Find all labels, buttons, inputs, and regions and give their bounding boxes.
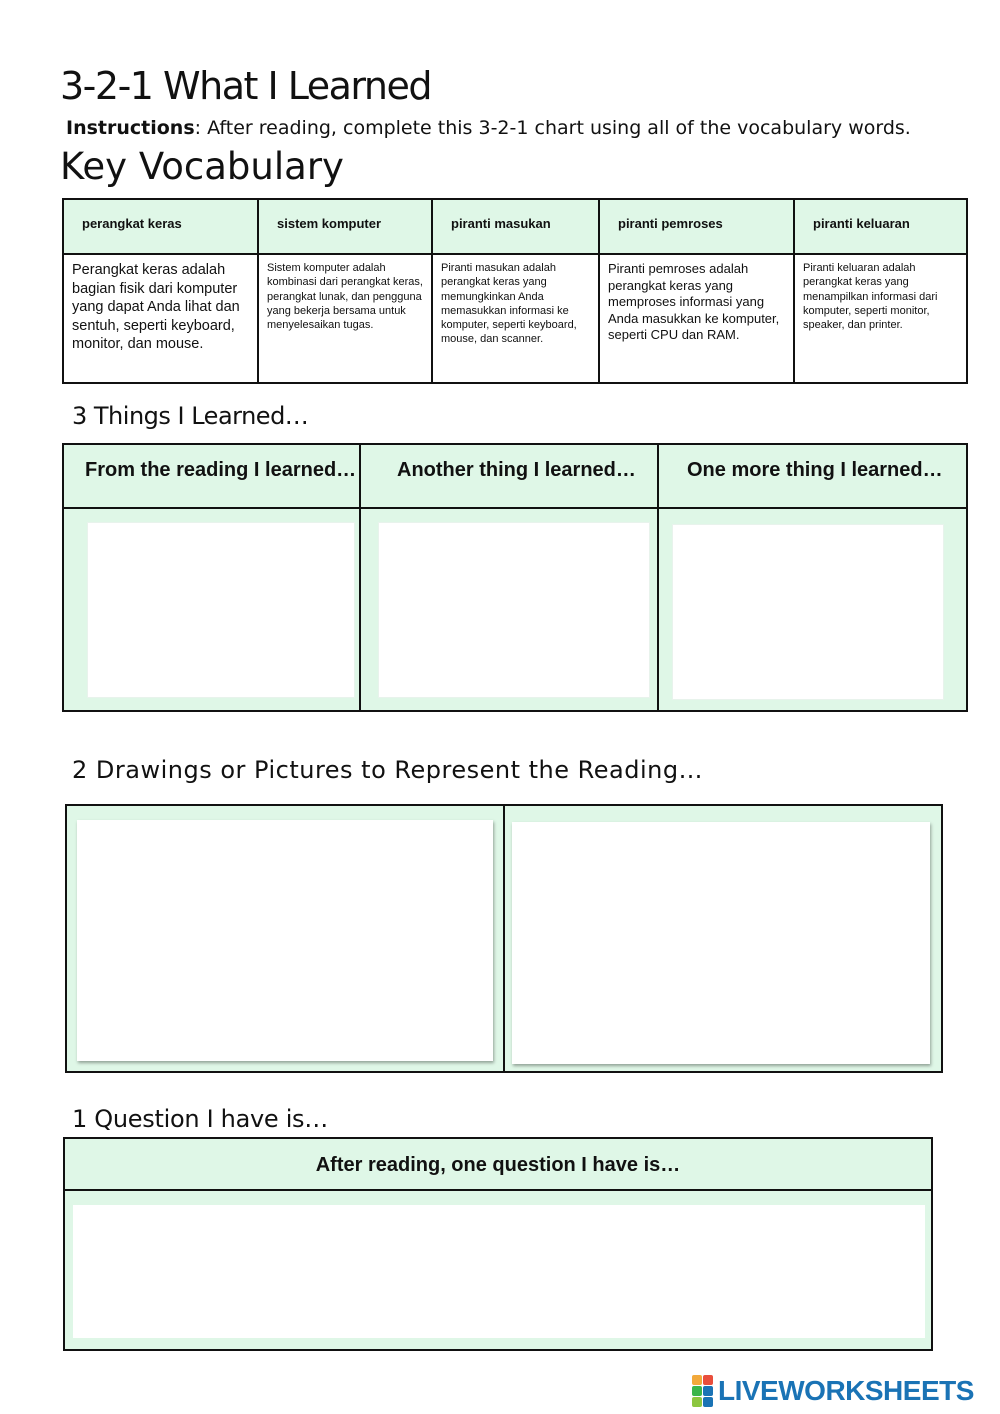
answer-input-2[interactable] [379,523,649,697]
page-title: 3-2-1 What I Learned [60,64,431,108]
three-things-column-header: Another thing I learned… [361,445,659,509]
answer-input-3[interactable] [673,525,943,699]
vocab-definition: Piranti keluaran adalah perangkat keras yang menampilkan informasi dari komputer, seperti monitor, speaker, dan printer. [803,262,938,332]
vocab-term: perangkat keras [64,200,259,255]
logo-icon [692,1375,713,1407]
vocab-term: piranti pemroses [600,200,795,255]
instructions [66,117,911,139]
question-table [63,1137,933,1351]
drawing-area-2[interactable] [512,822,930,1064]
vocab-definition: Perangkat keras adalah bagian fisik dari komputer yang dapat Anda lihat dan sentuh, seperti keyboard, monitor, dan mouse. [64,255,259,382]
three-things-column-header: From the reading I learned… [64,445,361,509]
drawing-area-1[interactable] [77,820,493,1061]
drawing-cell [505,806,941,1071]
logo-tile [692,1397,702,1407]
logo-tile [692,1386,702,1396]
three-things-cell [64,509,361,710]
vocab-term: piranti masukan [433,200,600,255]
liveworksheets-logo [692,1374,974,1408]
three-things-column-header: One more thing I learned… [659,445,966,509]
vocab-term: piranti keluaran [795,200,966,255]
vocab-definition: Piranti pemroses adalah perangkat keras yang memproses informasi yang Anda masukkan ke komputer, seperti CPU dan RAM. [600,255,795,382]
question-input[interactable] [73,1205,925,1338]
one-question-heading: 1 Question I have is… [72,1105,328,1133]
two-drawings-heading: 2 Drawings or Pictures to Represent the Reading… [72,756,704,784]
three-things-table [62,443,968,712]
instructions-label: Instructions [66,117,195,139]
logo-tile [703,1386,713,1396]
three-things-cell [659,509,966,710]
three-things-heading: 3 Things I Learned… [72,402,309,430]
instructions-text: : After reading, complete this 3-2-1 chart using all of the vocabulary words. [194,117,911,139]
drawing-cell [67,806,505,1071]
logo-tile [703,1397,713,1407]
three-things-cell [361,509,659,710]
logo-text: LIVEWORKSHEETS [718,1375,974,1406]
question-prompt: After reading, one question I have is… [65,1139,931,1191]
logo-tile [692,1375,702,1385]
vocab-definition: Sistem komputer adalah kombinasi dari perangkat keras, perangkat lunak, dan pengguna yang bekerja bersama untuk menyelesaikan tugas. [259,255,433,382]
drawings-table [65,804,943,1073]
vocabulary-table [62,198,968,384]
key-vocabulary-heading: Key Vocabulary [60,145,344,188]
answer-input-1[interactable] [88,523,354,697]
vocab-definition: Piranti masukan adalah perangkat keras yang memungkinkan Anda memasukkan informasi ke komputer, seperti keyboard, mouse, dan scanner. [433,255,600,382]
vocab-term: sistem komputer [259,200,433,255]
logo-tile [703,1375,713,1385]
